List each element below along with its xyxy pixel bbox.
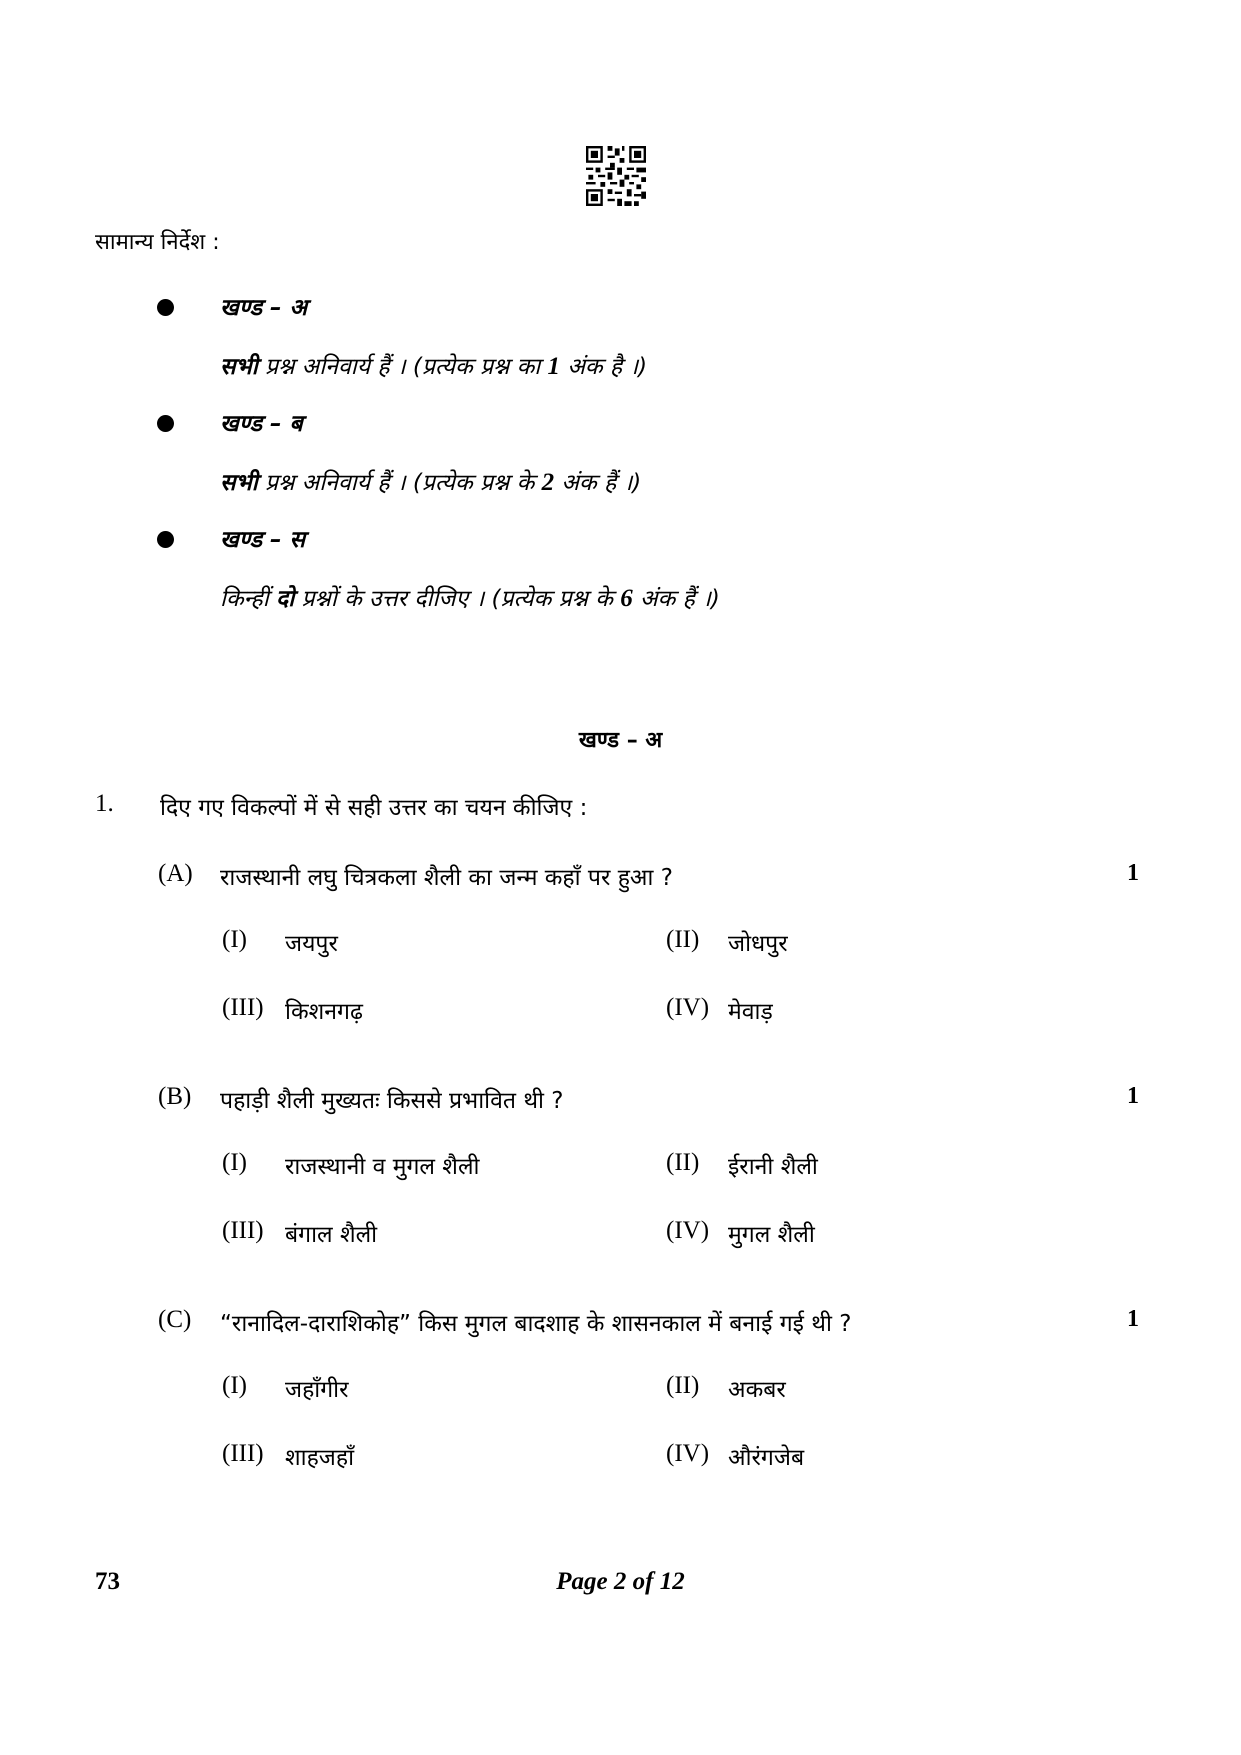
option-text: मुगल शैली <box>728 1222 815 1248</box>
note-marks: 1 <box>547 353 561 380</box>
note-prefix: किन्हीं <box>220 586 276 612</box>
section-heading: खण्ड – अ <box>578 728 663 753</box>
section-c-note <box>220 581 720 613</box>
instructions-heading: सामान्य निर्देश : <box>95 230 220 255</box>
note-emphasis: सभी <box>220 470 258 496</box>
part-label: (B) <box>158 1083 192 1110</box>
option-text: किशनगढ़ <box>285 999 363 1025</box>
option-text: मेवाड़ <box>728 999 773 1025</box>
part-label: (C) <box>158 1306 192 1333</box>
option-number: (II) <box>666 1372 700 1399</box>
option-number: (IV) <box>666 1440 710 1467</box>
option-number: (IV) <box>666 994 710 1021</box>
option-number: (I) <box>222 1149 247 1176</box>
option-text: राजस्थानी व मुगल शैली <box>285 1154 480 1180</box>
note-tail: अंक हैं ।) <box>554 470 642 496</box>
paper-code: 73 <box>95 1568 120 1595</box>
option-text: जयपुर <box>285 931 338 957</box>
section-b-title: खण्ड – ब <box>220 411 303 437</box>
option-number: (III) <box>222 1217 264 1244</box>
bullet-icon <box>157 415 174 432</box>
note-emphasis: दो <box>275 586 295 612</box>
part-question-text: “रानादिल-दाराशिकोह” किस मुगल बादशाह के शासनकाल में बनाई गई थी ? <box>220 1311 852 1337</box>
section-a-note <box>220 349 647 381</box>
option-number: (II) <box>666 926 700 953</box>
note-text: प्रश्नों के उत्तर दीजिए । (प्रत्येक प्रश्न के <box>294 586 621 612</box>
part-label: (A) <box>158 860 193 887</box>
bullet-icon <box>157 531 174 548</box>
option-text: अकबर <box>728 1377 786 1403</box>
page-number: Page 2 of 12 <box>556 1568 685 1595</box>
option-text: जोधपुर <box>728 931 788 957</box>
note-text: प्रश्न अनिवार्य हैं । (प्रत्येक प्रश्न के <box>257 470 542 496</box>
marks-value: 1 <box>1127 860 1139 886</box>
option-text: ईरानी शैली <box>728 1154 818 1180</box>
part-question-text: पहाड़ी शैली मुख्यतः किससे प्रभावित थी ? <box>220 1088 564 1114</box>
note-tail: अंक हैं ।) <box>632 586 720 612</box>
qr-code-icon <box>586 146 646 206</box>
option-text: औरंगजेब <box>728 1445 805 1471</box>
option-number: (I) <box>222 1372 247 1399</box>
marks-value: 1 <box>1127 1083 1139 1109</box>
option-text: शाहजहाँ <box>285 1445 355 1471</box>
section-c-title: खण्ड – स <box>220 527 306 553</box>
option-text: जहाँगीर <box>285 1377 349 1403</box>
note-marks: 2 <box>541 469 555 496</box>
part-question-text: राजस्थानी लघु चित्रकला शैली का जन्म कहाँ पर हुआ ? <box>220 865 673 891</box>
section-a-title: खण्ड – अ <box>220 295 308 321</box>
note-tail: अंक है ।) <box>560 354 648 380</box>
bullet-icon <box>157 299 174 316</box>
marks-value: 1 <box>1127 1306 1139 1332</box>
option-text: बंगाल शैली <box>285 1222 378 1248</box>
note-emphasis: सभी <box>220 354 258 380</box>
section-b-note <box>220 465 641 497</box>
option-number: (III) <box>222 994 264 1021</box>
question-number: 1. <box>95 790 114 817</box>
option-number: (IV) <box>666 1217 710 1244</box>
note-text: प्रश्न अनिवार्य हैं । (प्रत्येक प्रश्न का <box>257 354 548 380</box>
option-number: (I) <box>222 926 247 953</box>
question-text: दिए गए विकल्पों में से सही उत्तर का चयन कीजिए : <box>160 795 588 821</box>
option-number: (III) <box>222 1440 264 1467</box>
option-number: (II) <box>666 1149 700 1176</box>
note-marks: 6 <box>620 585 633 612</box>
